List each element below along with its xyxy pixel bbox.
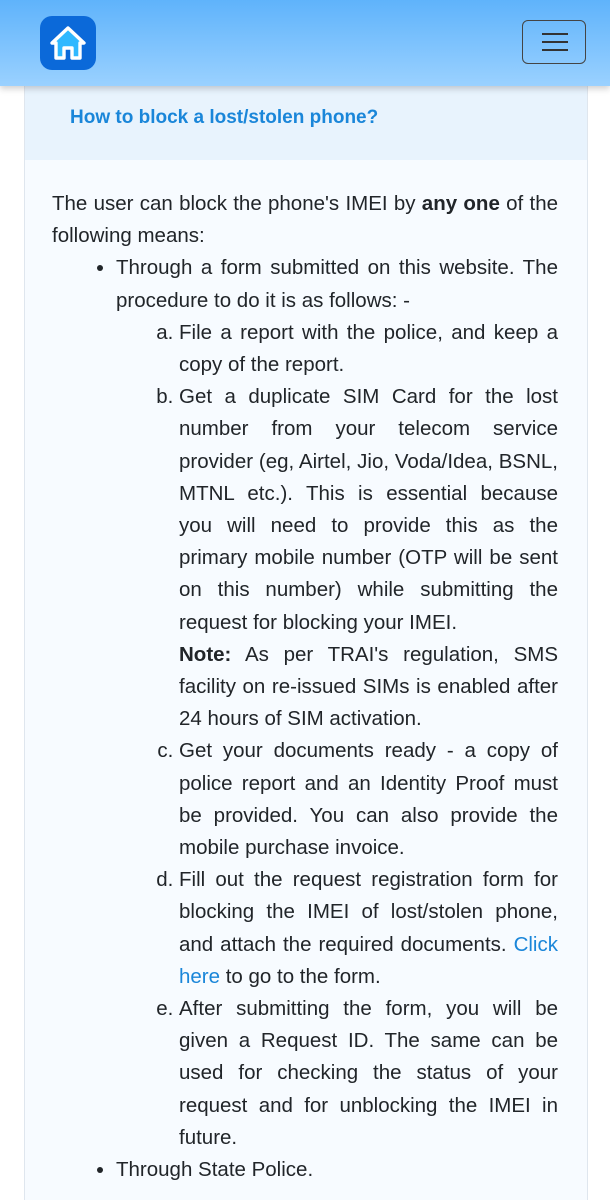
step-b-text: Get a duplicate SIM Card for the lost number from your telecom service provider (eg, Airtel, Jio, Voda/Idea, BSNL, MTNL etc.). This is essential because you will need to provide this as the primary mobile number (OTP will be sent on this number) while submitting the request for blocking your IMEI.	[179, 385, 558, 634]
form-link-suffix: to go to the form.	[220, 964, 381, 988]
note-label: Note:	[179, 642, 232, 666]
procedure-steps-list	[116, 317, 558, 1154]
step-d-text: Fill out the request registration form for blocking the IMEI of lost/stolen phone, and attach the required documents.	[179, 868, 558, 956]
home-icon	[49, 25, 87, 61]
method-state-police-text: Through State Police.	[116, 1158, 314, 1182]
step-e	[179, 993, 558, 1154]
click-here-link[interactable]: Click here	[179, 932, 558, 988]
intro-text: The user can block the phone's IMEI by	[52, 192, 422, 215]
hamburger-icon	[542, 33, 568, 35]
step-a-text: File a report with the police, and keep a copy of the report.	[179, 320, 558, 377]
blocking-methods-list	[52, 252, 558, 1186]
method-state-police	[116, 1154, 558, 1186]
step-c-text: Get your documents ready - a copy of police report and an Identity Proof must be provided. You can also provide the mobile purchase invoice.	[179, 739, 558, 860]
faq-question-title[interactable]: How to block a lost/stolen phone?	[70, 107, 379, 128]
intro-text-end: of the following means:	[52, 192, 558, 248]
faq-card-header[interactable]	[25, 86, 587, 160]
step-c	[179, 735, 558, 864]
step-d	[179, 864, 558, 993]
hamburger-icon-bar	[542, 41, 568, 43]
step-e-text: After submitting the form, you will be given a Request ID. The same can be used for checking the status of your request and for unblocking the IMEI in future.	[179, 997, 558, 1149]
method-website-form-text: Through a form submitted on this website. The procedure to do it is as follows: -	[116, 256, 558, 312]
step-a	[179, 317, 558, 381]
step-b	[179, 381, 558, 735]
intro-paragraph	[52, 188, 558, 252]
top-navbar	[0, 0, 610, 86]
faq-answer-content	[52, 188, 558, 1186]
method-website-form	[116, 252, 558, 1154]
hamburger-icon-bar	[542, 49, 568, 51]
intro-bold-text: any one	[421, 192, 500, 215]
note-text: As per TRAI's regulation, SMS facility on re-issued SIMs is enabled after 24 hours of SIM activation.	[179, 642, 558, 731]
home-button[interactable]	[40, 16, 96, 70]
menu-toggle-button[interactable]	[522, 20, 586, 64]
